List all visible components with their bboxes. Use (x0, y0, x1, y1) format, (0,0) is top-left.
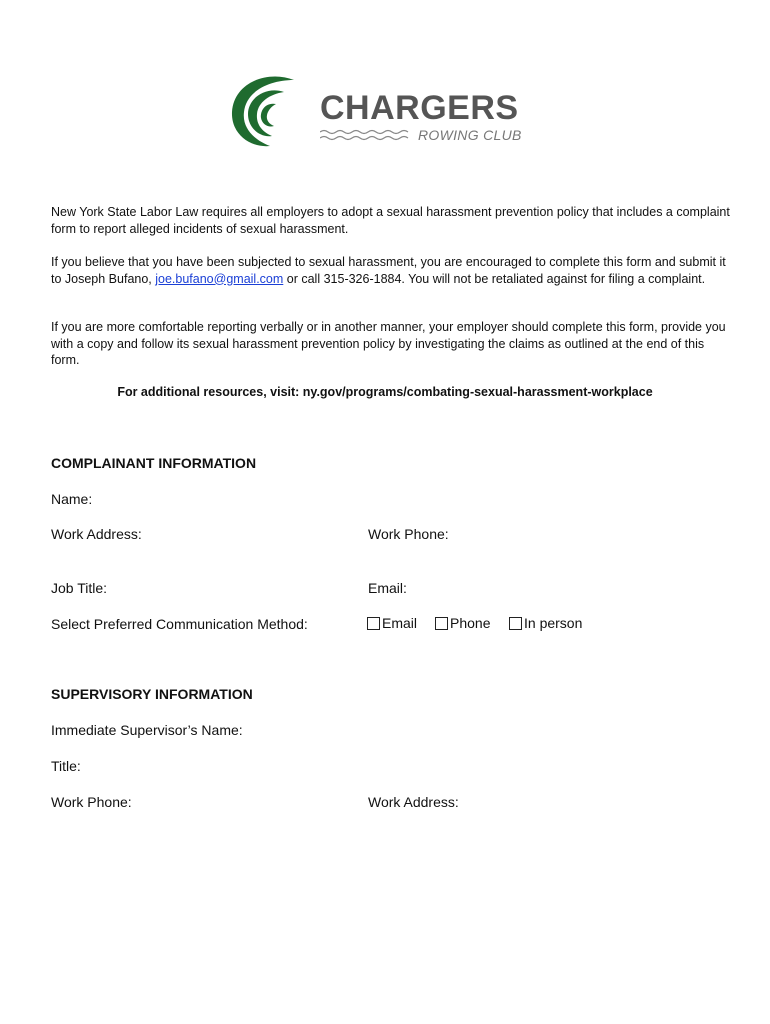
wave-lines-icon (320, 128, 420, 142)
email-option[interactable] (367, 615, 417, 631)
email-checkbox[interactable] (367, 617, 380, 630)
intro-paragraph-2 (51, 254, 731, 287)
email-label: Email: (368, 580, 407, 596)
communication-method-label: Select Preferred Communication Method: (51, 616, 308, 632)
intro-paragraph-1: New York State Labor Law requires all employers to adopt a sexual harassment prevention policy that includes a complaint form to report alleged incidents of sexual harassment. (51, 205, 730, 236)
phone-option-label: Phone (450, 615, 491, 631)
email-option-label: Email (382, 615, 418, 631)
work-address-label: Work Address: (51, 526, 142, 542)
phone-option[interactable] (435, 615, 490, 631)
in-person-option-label: In person (524, 615, 583, 631)
job-title-label: Job Title: (51, 580, 108, 596)
chargers-logo (228, 74, 558, 150)
work-phone-label: Work Phone: (368, 526, 449, 542)
name-label: Name: (51, 491, 93, 507)
contact-email-link[interactable]: joe.bufano@gmail.com (155, 271, 284, 286)
in-person-checkbox[interactable] (509, 617, 522, 630)
resources-link-text: For additional resources, visit: ny.gov/programs/combating-sexual-harassment-workplace (117, 385, 653, 399)
complainant-section-title: COMPLAINANT INFORMATION (51, 455, 257, 471)
supervisor-work-phone-label: Work Phone: (51, 794, 132, 810)
intro-paragraph-3: If you are more comfortable reporting verbally or in another manner, your employer should complete this form, provide you with a copy and follow its sexual harassment prevention policy by investigating the claims as outlined at the end of this form. (51, 320, 726, 368)
intro-paragraph-2-end: or call 315-326-1884. You will not be retaliated against for filing a complaint. (283, 271, 706, 286)
supervisor-work-address-label: Work Address: (368, 794, 459, 810)
brand-subtitle: ROWING CLUB (418, 127, 522, 143)
supervisor-name-label: Immediate Supervisor’s Name: (51, 722, 243, 738)
supervisory-section-title: SUPERVISORY INFORMATION (51, 686, 253, 702)
supervisor-title-label: Title: (51, 758, 81, 774)
rowing-swirl-icon (228, 74, 308, 150)
intro-paragraph-2-start: If you believe that you have been subjected to sexual harassment, you are encouraged to complete this form and submit it to Joseph Bufano, (51, 255, 726, 286)
in-person-option[interactable] (509, 615, 582, 631)
brand-name: CHARGERS (320, 89, 519, 127)
phone-checkbox[interactable] (435, 617, 448, 630)
